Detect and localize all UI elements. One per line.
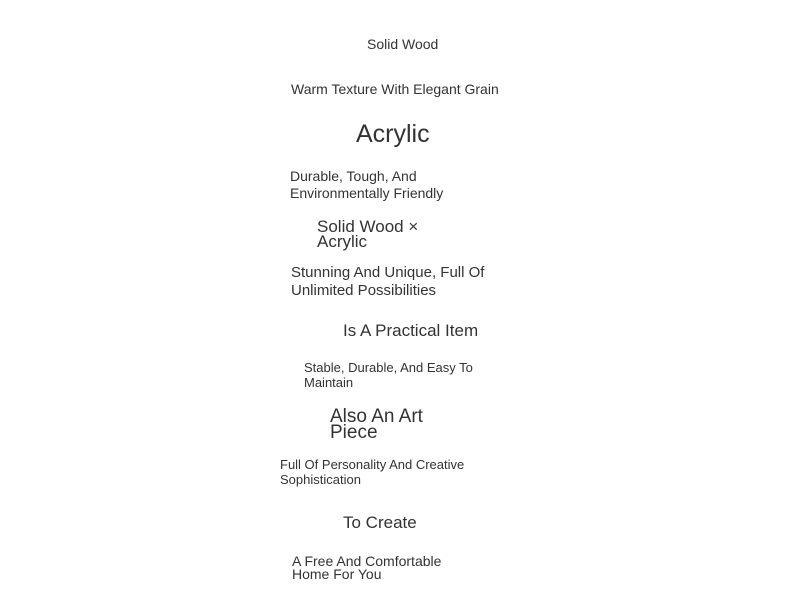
stable-text: Stable, Durable, And Easy To Maintain [304,360,473,390]
art-piece-title: Also An Art Piece [330,406,423,443]
free-home-text: A Free And Comfortable Home For You [292,553,442,582]
solid-wood-acrylic-title: Solid Wood × Acrylic [317,217,419,251]
durable-text: Durable, Tough, And Environmentally Friendly [290,168,444,201]
solid-wood-title: Solid Wood [367,36,439,52]
stunning-text: Stunning And Unique, Full Of Unlimited Possibilities [291,264,485,299]
personality-text: Full Of Personality And Creative Sophistication [280,457,465,487]
to-create-title: To Create [343,513,417,532]
practical-item-title: Is A Practical Item [343,321,479,340]
acrylic-title: Acrylic [356,120,430,148]
warm-texture-text: Warm Texture With Elegant Grain [291,81,499,97]
